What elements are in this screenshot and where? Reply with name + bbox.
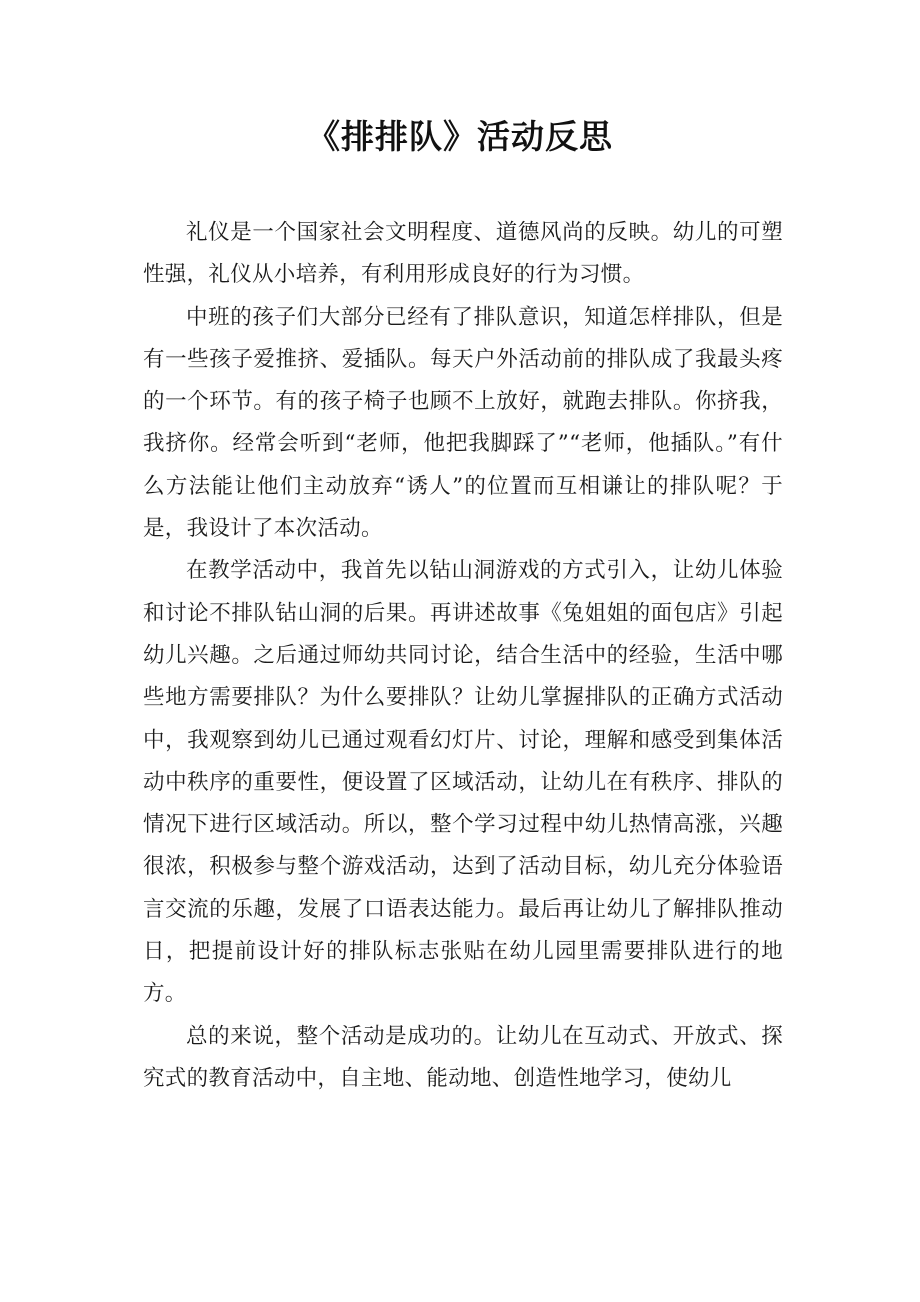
document-body [143, 212, 783, 1100]
document-title: 《排排队》活动反思 [307, 117, 613, 156]
paragraph-etiquette-intro: 礼仪是一个国家社会文明程度、道德风尚的反映。幼儿的可塑性强，礼仪从小培养，有利用形成良好的行为习惯。 [143, 220, 783, 288]
paragraph-queue-problem: 中班的孩子们大部分已经有了排队意识，知道怎样排队，但是有一些孩子爱推挤、爱插队。每天户外活动前的排队成了我最头疼的一个环节。有的孩子椅子也顾不上放好，就跑去排队。你挤我，我挤你。经常会听到“老师，他把我脚踩了”“老师，他插队。”有什么方法能让他们主动放弃“诱人”的位置而互相谦让的排队呢？于是，我设计了本次活动。 [143, 304, 783, 542]
paragraph-summary: 总的来说，整个活动是成功的。让幼儿在互动式、开放式、探究式的教育活动中，自主地、能动地、创造性地学习，使幼儿 [143, 1023, 783, 1091]
paragraph-teaching-process: 在教学活动中，我首先以钻山洞游戏的方式引入，让幼儿体验和讨论不排队钻山洞的后果。再讲述故事《兔姐姐的面包店》引起幼儿兴趣。之后通过师幼共同讨论，结合生活中的经验，生活中哪些地方需要排队？为什么要排队？让幼儿掌握排队的正确方式活动中，我观察到幼儿已通过观看幻灯片、讨论，理解和感受到集体活动中秩序的重要性，便设置了区域活动，让幼儿在有秩序、排队的情况下进行区域活动。所以，整个学习过程中幼儿热情高涨，兴趣很浓，积极参与整个游戏活动，达到了活动目标，幼儿充分体验语言交流的乐趣，发展了口语表达能力。最后再让幼儿了解排队推动日，把提前设计好的排队标志张贴在幼儿园里需要排队进行的地方。 [143, 558, 783, 1007]
